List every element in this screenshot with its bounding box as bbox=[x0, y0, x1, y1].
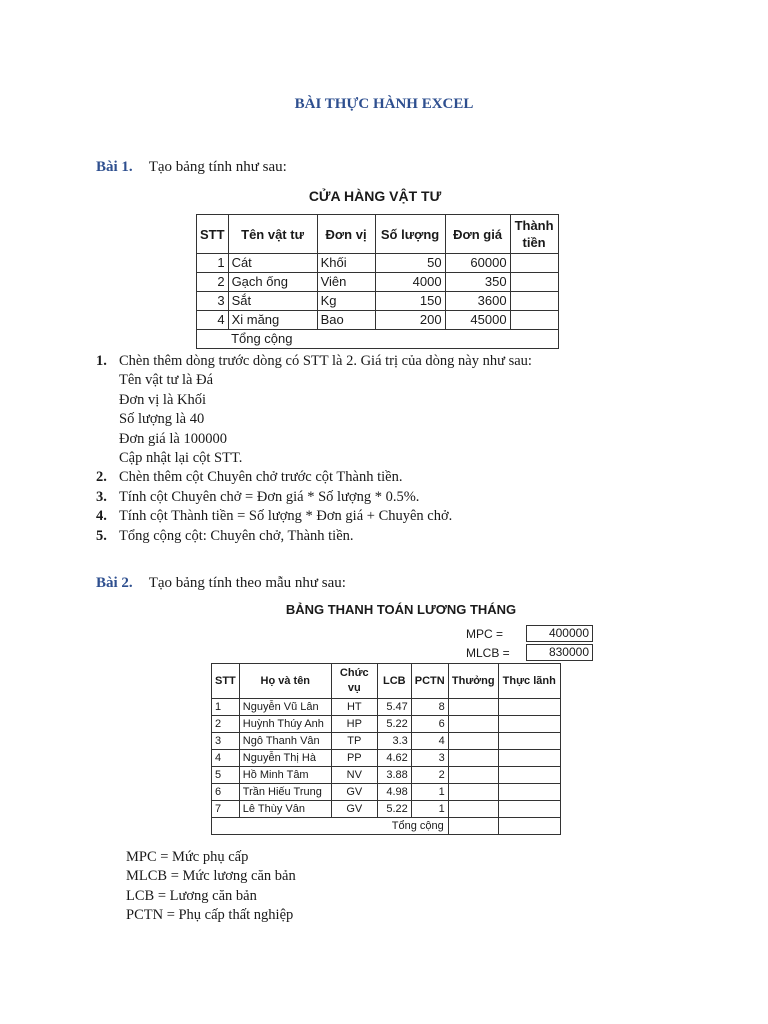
header-pctn: PCTN bbox=[411, 664, 448, 699]
cell-stt: 6 bbox=[212, 784, 240, 801]
cell-thuc-lanh bbox=[498, 750, 560, 767]
table-row bbox=[212, 767, 561, 784]
cell-thuong bbox=[448, 784, 498, 801]
definition-item: LCB = Lương căn bản bbox=[126, 887, 257, 904]
total-label: Tổng cộng bbox=[212, 818, 449, 835]
cell-thuong bbox=[448, 733, 498, 750]
cell-chuc-vu: GV bbox=[331, 801, 377, 818]
exercise-1-steps bbox=[96, 352, 532, 546]
step-text: Chèn thêm cột Chuyên chở trước cột Thành tiền. bbox=[119, 469, 403, 486]
cell-thuc-lanh bbox=[498, 801, 560, 818]
cell-lcb: 5.22 bbox=[377, 716, 411, 733]
table-row bbox=[212, 716, 561, 733]
table-row bbox=[212, 801, 561, 818]
cell-thanh-tien bbox=[510, 254, 558, 273]
step-item bbox=[96, 488, 532, 507]
cell-lcb: 4.62 bbox=[377, 750, 411, 767]
step-sub-item: Tên vật tư là Đá bbox=[119, 372, 214, 389]
param-mlcb bbox=[466, 643, 593, 662]
total-blank-cell bbox=[445, 330, 510, 349]
cell-pctn: 1 bbox=[411, 801, 448, 818]
cell-thuc-lanh bbox=[498, 716, 560, 733]
document-title: BÀI THỰC HÀNH EXCEL bbox=[294, 96, 474, 112]
cell-chuc-vu: HT bbox=[331, 699, 377, 716]
total-blank-cell bbox=[317, 330, 375, 349]
param-label: MPC = bbox=[466, 626, 504, 641]
cell-don-gia: 60000 bbox=[445, 254, 510, 273]
cell-chuc-vu: TP bbox=[331, 733, 377, 750]
param-value: 830000 bbox=[526, 644, 593, 661]
cell-stt: 1 bbox=[197, 254, 229, 273]
step-number: 3. bbox=[96, 488, 107, 505]
total-row bbox=[212, 818, 561, 835]
cell-thuong bbox=[448, 767, 498, 784]
store-inventory-table bbox=[196, 214, 559, 349]
cell-chuc-vu: HP bbox=[331, 716, 377, 733]
header-thuc-lanh: Thực lãnh bbox=[498, 664, 560, 699]
step-sub-item: Số lượng là 40 bbox=[119, 411, 205, 428]
cell-don-vi: Khối bbox=[317, 254, 375, 273]
cell-lcb: 3.88 bbox=[377, 767, 411, 784]
definition-item: MLCB = Mức lương căn bản bbox=[126, 868, 296, 885]
cell-pctn: 2 bbox=[411, 767, 448, 784]
cell-don-vi: Viên bbox=[317, 273, 375, 292]
step-text: Tổng cộng cột: Chuyên chở, Thành tiền. bbox=[119, 527, 354, 544]
cell-stt: 1 bbox=[212, 699, 240, 716]
cell-ten-vat-tu: Sắt bbox=[228, 292, 317, 311]
table-row bbox=[212, 699, 561, 716]
step-number: 1. bbox=[96, 353, 107, 369]
cell-so-luong: 150 bbox=[375, 292, 445, 311]
total-blank-cell bbox=[510, 330, 558, 349]
header-chuc-vu: Chức vụ bbox=[331, 664, 377, 699]
param-value: 400000 bbox=[526, 625, 593, 642]
cell-so-luong: 50 bbox=[375, 254, 445, 273]
header-don-gia: Đơn giá bbox=[445, 215, 510, 254]
cell-chuc-vu: NV bbox=[331, 767, 377, 784]
cell-pctn: 3 bbox=[411, 750, 448, 767]
cell-ten-vat-tu: Xi măng bbox=[228, 311, 317, 330]
cell-stt: 5 bbox=[212, 767, 240, 784]
cell-thuong bbox=[448, 801, 498, 818]
cell-stt: 7 bbox=[212, 801, 240, 818]
header-ho-va-ten: Họ và tên bbox=[239, 664, 331, 699]
cell-pctn: 8 bbox=[411, 699, 448, 716]
cell-so-luong: 4000 bbox=[375, 273, 445, 292]
exercise-2-heading bbox=[96, 574, 346, 592]
table-1-title: CỬA HÀNG VẬT TƯ bbox=[308, 188, 442, 204]
header-ten-vat-tu: Tên vật tư bbox=[228, 215, 317, 254]
salary-parameters bbox=[466, 624, 593, 662]
salary-table bbox=[211, 663, 561, 835]
total-blank-cell bbox=[448, 818, 498, 835]
step-text: Tính cột Chuyên chở = Đơn giá * Số lượng * 0.5%. bbox=[119, 488, 420, 505]
table-header-row bbox=[197, 215, 559, 254]
step-item bbox=[96, 352, 532, 371]
exercise-1-label: Bài 1. bbox=[96, 159, 133, 175]
cell-lcb: 5.47 bbox=[377, 699, 411, 716]
cell-chuc-vu: GV bbox=[331, 784, 377, 801]
table-row bbox=[197, 311, 559, 330]
cell-stt: 3 bbox=[197, 292, 229, 311]
cell-pctn: 4 bbox=[411, 733, 448, 750]
step-number: 2. bbox=[96, 469, 107, 486]
exercise-1-heading bbox=[96, 158, 287, 176]
cell-stt: 2 bbox=[212, 716, 240, 733]
cell-ten-vat-tu: Cát bbox=[228, 254, 317, 273]
step-sub-item: Đơn vị là Khối bbox=[119, 391, 207, 408]
param-label: MLCB = bbox=[466, 645, 510, 660]
cell-don-gia: 45000 bbox=[445, 311, 510, 330]
cell-chuc-vu: PP bbox=[331, 750, 377, 767]
header-thanh-tien: Thành tiền bbox=[510, 215, 558, 254]
cell-thuong bbox=[448, 699, 498, 716]
cell-don-gia: 3600 bbox=[445, 292, 510, 311]
table-row bbox=[197, 254, 559, 273]
total-blank-cell bbox=[197, 330, 229, 349]
exercise-1-intro: Tạo bảng tính như sau: bbox=[148, 159, 287, 175]
cell-thuc-lanh bbox=[498, 767, 560, 784]
header-stt: STT bbox=[212, 664, 240, 699]
step-sub-item: Đơn giá là 100000 bbox=[119, 430, 227, 447]
abbreviation-definitions bbox=[126, 848, 296, 926]
header-stt: STT bbox=[197, 215, 229, 254]
step-sub-item: Cập nhật lại cột STT. bbox=[119, 450, 243, 467]
cell-ho-va-ten: Lê Thùy Vân bbox=[239, 801, 331, 818]
cell-thuong bbox=[448, 750, 498, 767]
definition-item: PCTN = Phụ cấp thất nghiệp bbox=[126, 907, 294, 924]
step-item bbox=[96, 527, 532, 546]
cell-stt: 4 bbox=[212, 750, 240, 767]
table-row bbox=[197, 292, 559, 311]
cell-stt: 3 bbox=[212, 733, 240, 750]
cell-ho-va-ten: Trần Hiếu Trung bbox=[239, 784, 331, 801]
exercise-2-intro: Tạo bảng tính theo mẫu như sau: bbox=[148, 575, 346, 591]
cell-stt: 2 bbox=[197, 273, 229, 292]
header-so-luong: Số lượng bbox=[375, 215, 445, 254]
cell-don-vi: Bao bbox=[317, 311, 375, 330]
param-mpc bbox=[466, 624, 593, 643]
cell-thanh-tien bbox=[510, 292, 558, 311]
table-header-row bbox=[212, 664, 561, 699]
total-row bbox=[197, 330, 559, 349]
cell-thuc-lanh bbox=[498, 699, 560, 716]
total-label: Tổng cộng bbox=[228, 330, 317, 349]
cell-thanh-tien bbox=[510, 273, 558, 292]
step-number: 4. bbox=[96, 508, 107, 525]
step-item bbox=[96, 507, 532, 526]
exercise-2-label: Bài 2. bbox=[96, 575, 133, 591]
cell-ho-va-ten: Nguyễn Vũ Lân bbox=[239, 699, 331, 716]
cell-thanh-tien bbox=[510, 311, 558, 330]
cell-lcb: 5.22 bbox=[377, 801, 411, 818]
cell-thuong bbox=[448, 716, 498, 733]
step-item bbox=[96, 468, 532, 487]
total-blank-cell bbox=[498, 818, 560, 835]
cell-stt: 4 bbox=[197, 311, 229, 330]
table-row bbox=[212, 784, 561, 801]
cell-lcb: 3.3 bbox=[377, 733, 411, 750]
header-lcb: LCB bbox=[377, 664, 411, 699]
cell-lcb: 4.98 bbox=[377, 784, 411, 801]
table-row bbox=[197, 273, 559, 292]
cell-pctn: 6 bbox=[411, 716, 448, 733]
cell-ho-va-ten: Hồ Minh Tâm bbox=[239, 767, 331, 784]
step-text: Chèn thêm dòng trước dòng có STT là 2. Giá trị của dòng này như sau: bbox=[119, 353, 532, 369]
cell-pctn: 1 bbox=[411, 784, 448, 801]
header-don-vi: Đơn vị bbox=[317, 215, 375, 254]
cell-ho-va-ten: Nguyễn Thị Hà bbox=[239, 750, 331, 767]
cell-ho-va-ten: Ngô Thanh Vân bbox=[239, 733, 331, 750]
table-row bbox=[212, 733, 561, 750]
step-text: Tính cột Thành tiền = Số lượng * Đơn giá + Chuyên chở. bbox=[119, 508, 453, 525]
cell-so-luong: 200 bbox=[375, 311, 445, 330]
cell-ho-va-ten: Huỳnh Thúy Anh bbox=[239, 716, 331, 733]
table-2-title: BẢNG THANH TOÁN LƯƠNG THÁNG bbox=[285, 602, 517, 617]
table-row bbox=[212, 750, 561, 767]
cell-don-vi: Kg bbox=[317, 292, 375, 311]
header-thuong: Thưởng bbox=[448, 664, 498, 699]
cell-thuc-lanh bbox=[498, 733, 560, 750]
cell-ten-vat-tu: Gạch ống bbox=[228, 273, 317, 292]
total-blank-cell bbox=[375, 330, 445, 349]
step-number: 5. bbox=[96, 527, 107, 544]
definition-item: MPC = Mức phụ cấp bbox=[126, 849, 249, 865]
cell-don-gia: 350 bbox=[445, 273, 510, 292]
cell-thuc-lanh bbox=[498, 784, 560, 801]
